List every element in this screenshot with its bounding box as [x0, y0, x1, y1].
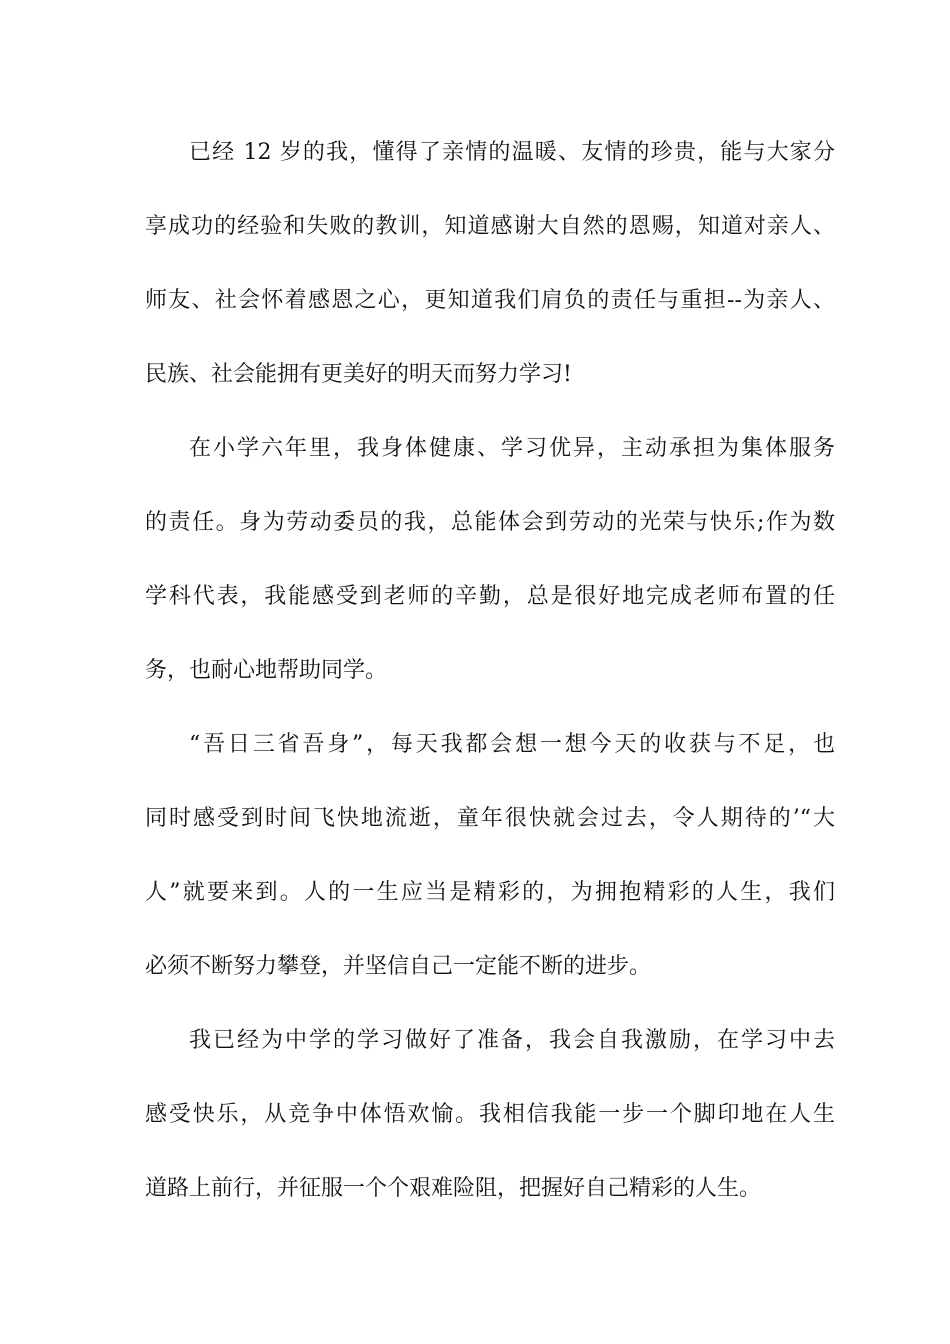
text-line: 同时感受到时间飞快地流逝，童年很快就会过去，令人期待的’“大	[145, 806, 835, 831]
paragraph-4	[145, 1004, 835, 1226]
text-line: “吾日三省吾身”，每天我都会想一想今天的收获与不足，也	[189, 732, 835, 757]
text-line: 人”就要来到。人的一生应当是精彩的，为拥抱精彩的人生，我们	[145, 880, 835, 905]
text-line: 民族、社会能拥有更美好的明天而努力学习!	[145, 362, 572, 387]
text-line: 道路上前行，并征服一个个艰难险阻，把握好自己精彩的人生。	[145, 1176, 762, 1201]
text-line: 的责任。身为劳动委员的我，总能体会到劳动的光荣与快乐;作为数	[145, 510, 835, 535]
text-line: 已经 12 岁的我，懂得了亲情的温暖、友情的珍贵，能与大家分	[189, 140, 835, 165]
paragraph-3	[145, 708, 835, 1004]
text-line: 在小学六年里，我身体健康、学习优异，主动承担为集体服务	[189, 436, 835, 461]
document-body	[145, 116, 835, 1226]
paragraph-2	[145, 412, 835, 708]
text-line: 必须不断努力攀登，并坚信自己一定能不断的进步。	[145, 954, 652, 979]
paragraph-1	[145, 116, 835, 412]
text-line: 师友、社会怀着感恩之心，更知道我们肩负的责任与重担--为亲人、	[145, 288, 835, 313]
text-line: 务，也耐心地帮助同学。	[145, 658, 388, 683]
text-line: 感受快乐，从竞争中体悟欢愉。我相信我能一步一个脚印地在人生	[145, 1102, 835, 1127]
text-line: 享成功的经验和失败的教训，知道感谢大自然的恩赐，知道对亲人、	[145, 214, 835, 239]
text-line: 我已经为中学的学习做好了准备，我会自我激励，在学习中去	[189, 1028, 835, 1053]
text-line: 学科代表，我能感受到老师的辛勤，总是很好地完成老师布置的任	[145, 584, 835, 609]
